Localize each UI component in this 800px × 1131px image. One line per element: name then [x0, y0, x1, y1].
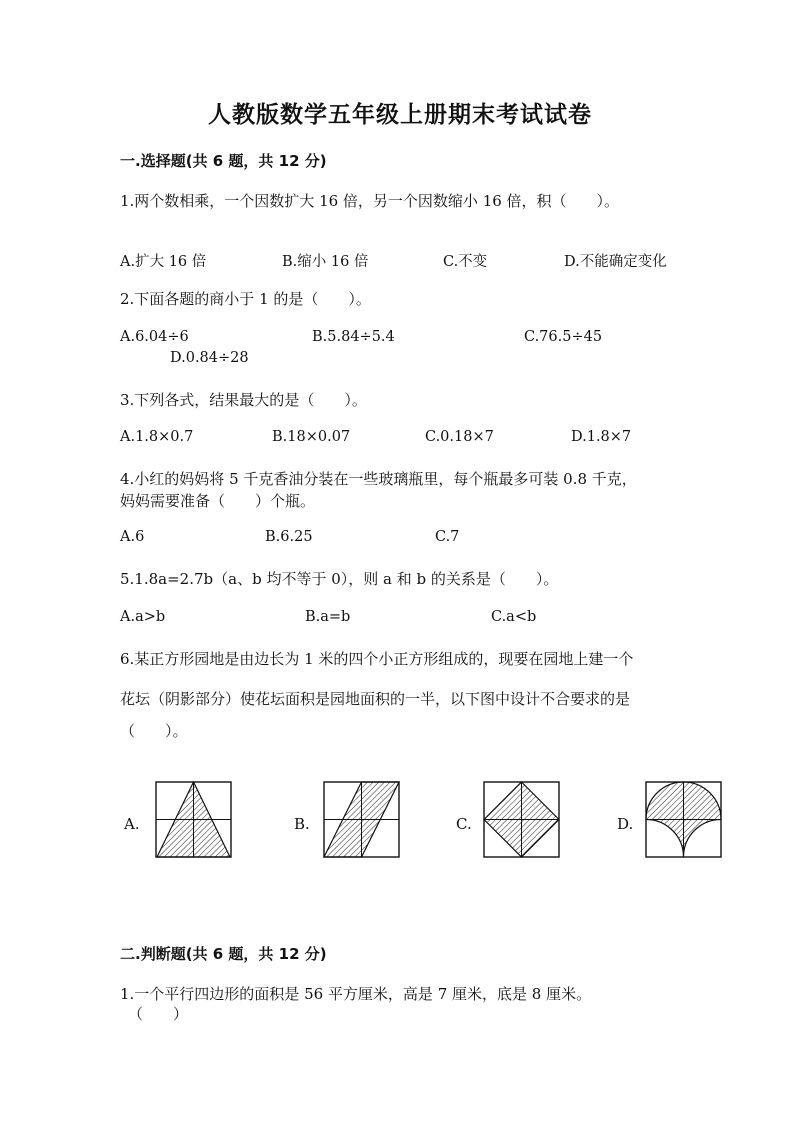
q3-option-c[interactable]: C.0.18×7 — [425, 429, 494, 445]
q2-option-a[interactable]: A.6.04÷6 — [120, 329, 189, 345]
q1-option-a[interactable]: A.扩大 16 倍 — [120, 254, 207, 270]
figure-a-diagram[interactable] — [155, 781, 232, 858]
figure-b-diagram[interactable] — [323, 781, 400, 858]
question-3-text: 3.下列各式，结果最大的是（ ）。 — [120, 391, 367, 409]
question-5-text: 5.1.8a=2.7b（a、b 均不等于 0），则 a 和 b 的关系是（ ）。 — [120, 570, 559, 588]
figure-c-label[interactable]: C. — [456, 815, 472, 833]
judgement-1-text: 1.一个平行四边形的面积是 56 平方厘米，高是 7 厘米，底是 8 厘米。 — [120, 985, 592, 1003]
figure-d-label[interactable]: D. — [617, 815, 634, 833]
question-4-text-line2: 妈妈需要准备（ ）个瓶。 — [120, 492, 316, 510]
q5-option-c[interactable]: C.a<b — [491, 609, 537, 625]
section-heading: 二.判断题(共 6 题，共 12 分) — [120, 945, 327, 963]
page-title: 人教版数学五年级上册期末考试试卷 — [208, 102, 592, 128]
q5-option-a[interactable]: A.a>b — [120, 609, 166, 625]
question-6-text-line2: 花坛（阴影部分）使花坛面积是园地面积的一半，以下图中设计不合要求的是 — [120, 690, 631, 708]
q4-option-a[interactable]: A.6 — [120, 529, 145, 545]
q1-option-d[interactable]: D.不能确定变化 — [564, 254, 667, 270]
question-6-text-line3: （ ）。 — [120, 722, 188, 740]
figure-b-label[interactable]: B. — [294, 815, 310, 833]
question-1-text: 1.两个数相乘，一个因数扩大 16 倍，另一个因数缩小 16 倍，积（ ）。 — [120, 192, 620, 210]
question-2-text: 2.下面各题的商小于 1 的是（ ）。 — [120, 290, 371, 308]
q1-option-c[interactable]: C.不变 — [443, 254, 488, 270]
q2-option-b[interactable]: B.5.84÷5.4 — [312, 329, 395, 345]
question-6-text-line1: 6.某正方形园地是由边长为 1 米的四个小正方形组成的，现要在园地上建一个 — [120, 650, 634, 668]
question-4-text-line1: 4.小红的妈妈将 5 千克香油分装在一些玻璃瓶里，每个瓶最多可装 0.8 千克， — [120, 470, 637, 488]
q4-option-b[interactable]: B.6.25 — [265, 529, 313, 545]
q2-option-c[interactable]: C.76.5÷45 — [524, 329, 603, 345]
q5-option-b[interactable]: B.a=b — [305, 609, 351, 625]
q3-option-d[interactable]: D.1.8×7 — [571, 429, 632, 445]
section-heading: 一.选择题(共 6 题，共 12 分) — [120, 152, 327, 170]
figure-d-diagram[interactable] — [645, 781, 722, 858]
q4-option-c[interactable]: C.7 — [435, 529, 460, 545]
q3-option-b[interactable]: B.18×0.07 — [272, 429, 351, 445]
q1-option-b[interactable]: B.缩小 16 倍 — [282, 254, 369, 270]
figure-c-diagram[interactable] — [483, 781, 560, 858]
q3-option-a[interactable]: A.1.8×0.7 — [120, 429, 194, 445]
figure-a-label[interactable]: A. — [124, 815, 140, 833]
q2-option-d[interactable]: D.0.84÷28 — [170, 350, 249, 366]
judgement-1-answer-blank[interactable]: （ ） — [128, 1005, 189, 1023]
